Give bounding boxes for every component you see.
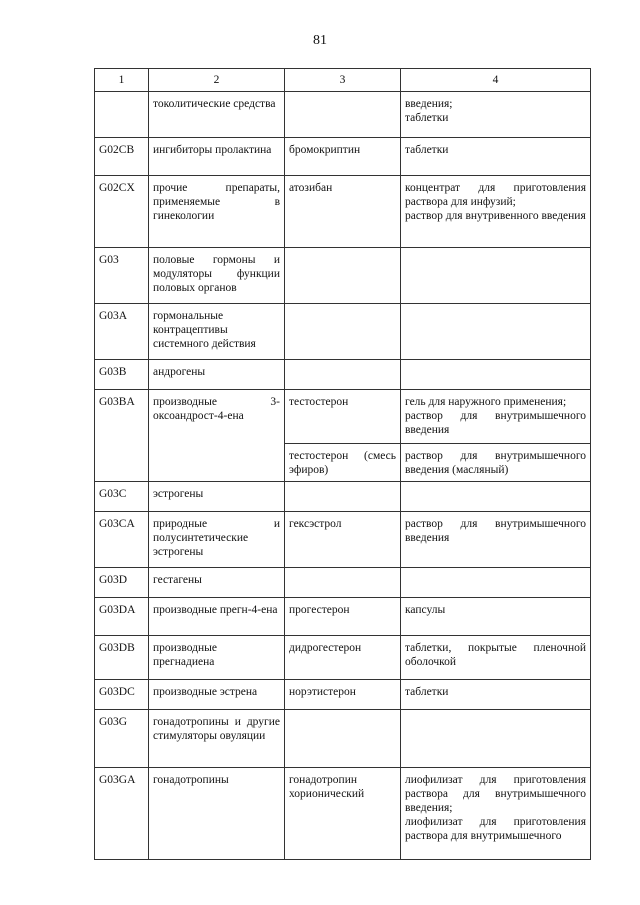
dosage-forms-cell bbox=[401, 512, 591, 568]
dosage-form: введения; bbox=[405, 98, 453, 110]
dosage-form: гель для наружного применения; bbox=[405, 396, 567, 408]
atc-code-cell: G02CX bbox=[95, 176, 149, 248]
table-row bbox=[95, 768, 591, 860]
drug-name-cell bbox=[285, 248, 401, 304]
drug-name-cell: атозибан bbox=[285, 176, 401, 248]
table-row bbox=[95, 598, 591, 636]
dosage-forms-cell bbox=[401, 568, 591, 598]
dosage-form: раствор для внутривенного введения bbox=[405, 210, 586, 222]
dosage-form: раствор для внутримышечного введения (масляный) bbox=[405, 450, 586, 476]
pharmacological-group-cell: природные и полусинтетические эстрогены bbox=[149, 512, 285, 568]
table-header-row bbox=[95, 69, 591, 92]
drug-name-cell bbox=[285, 360, 401, 390]
header-col-4: 4 bbox=[401, 69, 591, 92]
pharmacological-group-cell: гестагены bbox=[149, 568, 285, 598]
atc-code-cell: G03GA bbox=[95, 768, 149, 860]
dosage-forms-cell bbox=[401, 710, 591, 768]
table-row bbox=[95, 710, 591, 768]
atc-code-cell: G03C bbox=[95, 482, 149, 512]
dosage-forms-cell bbox=[401, 444, 591, 482]
atc-code-cell: G03BA bbox=[95, 390, 149, 482]
dosage-forms-cell bbox=[401, 680, 591, 710]
dosage-form: раствор для внутримышечного введения bbox=[405, 410, 586, 436]
pharmacological-group-cell: гонадотропины и другие стимуляторы овуляции bbox=[149, 710, 285, 768]
dosage-form: лиофилизат для приготовления раствора для внутримышечного введения; bbox=[405, 774, 586, 814]
drug-name-cell: прогестерон bbox=[285, 598, 401, 636]
page-number: 81 bbox=[313, 33, 327, 48]
table-row bbox=[95, 248, 591, 304]
table-row bbox=[95, 636, 591, 680]
dosage-forms-cell bbox=[401, 360, 591, 390]
pharmacological-group-cell: эстрогены bbox=[149, 482, 285, 512]
drug-name-cell bbox=[285, 710, 401, 768]
dosage-form: таблетки, покрытые пленочной оболочкой bbox=[405, 642, 586, 668]
drug-classification-table bbox=[94, 68, 591, 860]
atc-code-cell: G03DC bbox=[95, 680, 149, 710]
pharmacological-group-cell: производные прегн-4-ена bbox=[149, 598, 285, 636]
pharmacological-group-cell: производные прегнадиена bbox=[149, 636, 285, 680]
pharmacological-group-cell: прочие препараты, применяемые в гинекологии bbox=[149, 176, 285, 248]
dosage-forms-cell bbox=[401, 768, 591, 860]
header-col-1: 1 bbox=[95, 69, 149, 92]
atc-code-cell: G03CA bbox=[95, 512, 149, 568]
pharmacological-group-cell: гонадотропины bbox=[149, 768, 285, 860]
atc-code-cell: G02CB bbox=[95, 138, 149, 176]
drug-name-cell bbox=[285, 92, 401, 138]
dosage-forms-cell bbox=[401, 138, 591, 176]
drug-name-cell: бромокриптин bbox=[285, 138, 401, 176]
atc-code-cell: G03B bbox=[95, 360, 149, 390]
drug-name-cell: дидрогестерон bbox=[285, 636, 401, 680]
pharmacological-group-cell: производные 3-оксоандрост-4-ена bbox=[149, 390, 285, 482]
table-row bbox=[95, 512, 591, 568]
dosage-forms-cell bbox=[401, 482, 591, 512]
dosage-forms-cell bbox=[401, 248, 591, 304]
pharmacological-group-cell: производные эстрена bbox=[149, 680, 285, 710]
pharmacological-group-cell: половые гормоны и модуляторы функции половых органов bbox=[149, 248, 285, 304]
dosage-form: таблетки bbox=[405, 144, 449, 156]
atc-code-cell: G03A bbox=[95, 304, 149, 360]
table-row bbox=[95, 360, 591, 390]
table-row bbox=[95, 138, 591, 176]
drug-name-cell: тестостерон (смесь эфиров) bbox=[285, 444, 401, 482]
atc-code-cell: G03D bbox=[95, 568, 149, 598]
pharmacological-group-cell: андрогены bbox=[149, 360, 285, 390]
dosage-form: лиофилизат для приготовления раствора для внутримышечного bbox=[405, 816, 586, 842]
dosage-forms-cell bbox=[401, 304, 591, 360]
dosage-form: капсулы bbox=[405, 604, 446, 616]
dosage-forms-cell bbox=[401, 390, 591, 444]
atc-code-cell: G03DB bbox=[95, 636, 149, 680]
pharmacological-group-cell: ингибиторы пролактина bbox=[149, 138, 285, 176]
header-col-2: 2 bbox=[149, 69, 285, 92]
dosage-forms-cell bbox=[401, 176, 591, 248]
table-row bbox=[95, 390, 591, 444]
drug-name-cell: норэтистерон bbox=[285, 680, 401, 710]
dosage-forms-cell bbox=[401, 598, 591, 636]
dosage-form: концентрат для приготовления раствора для инфузий; bbox=[405, 182, 586, 208]
table-row bbox=[95, 92, 591, 138]
atc-code-cell: G03 bbox=[95, 248, 149, 304]
table-row bbox=[95, 304, 591, 360]
dosage-form: таблетки bbox=[405, 112, 449, 124]
drug-name-cell bbox=[285, 568, 401, 598]
dosage-form: таблетки bbox=[405, 686, 449, 698]
table-row bbox=[95, 568, 591, 598]
drug-name-cell bbox=[285, 304, 401, 360]
drug-name-cell: гексэстрол bbox=[285, 512, 401, 568]
atc-code-cell bbox=[95, 92, 149, 138]
table-row bbox=[95, 482, 591, 512]
pharmacological-group-cell: гормональные контрацептивы системного действия bbox=[149, 304, 285, 360]
pharmacological-group-cell: токолитические средства bbox=[149, 92, 285, 138]
dosage-forms-cell bbox=[401, 636, 591, 680]
drug-name-cell: гонадотропин хорионический bbox=[285, 768, 401, 860]
drug-name-cell bbox=[285, 482, 401, 512]
atc-code-cell: G03G bbox=[95, 710, 149, 768]
dosage-form: раствор для внутримышечного введения bbox=[405, 518, 586, 544]
atc-code-cell: G03DA bbox=[95, 598, 149, 636]
drug-name-cell: тестостерон bbox=[285, 390, 401, 444]
table-row bbox=[95, 680, 591, 710]
dosage-forms-cell bbox=[401, 92, 591, 138]
table-row bbox=[95, 176, 591, 248]
header-col-3: 3 bbox=[285, 69, 401, 92]
